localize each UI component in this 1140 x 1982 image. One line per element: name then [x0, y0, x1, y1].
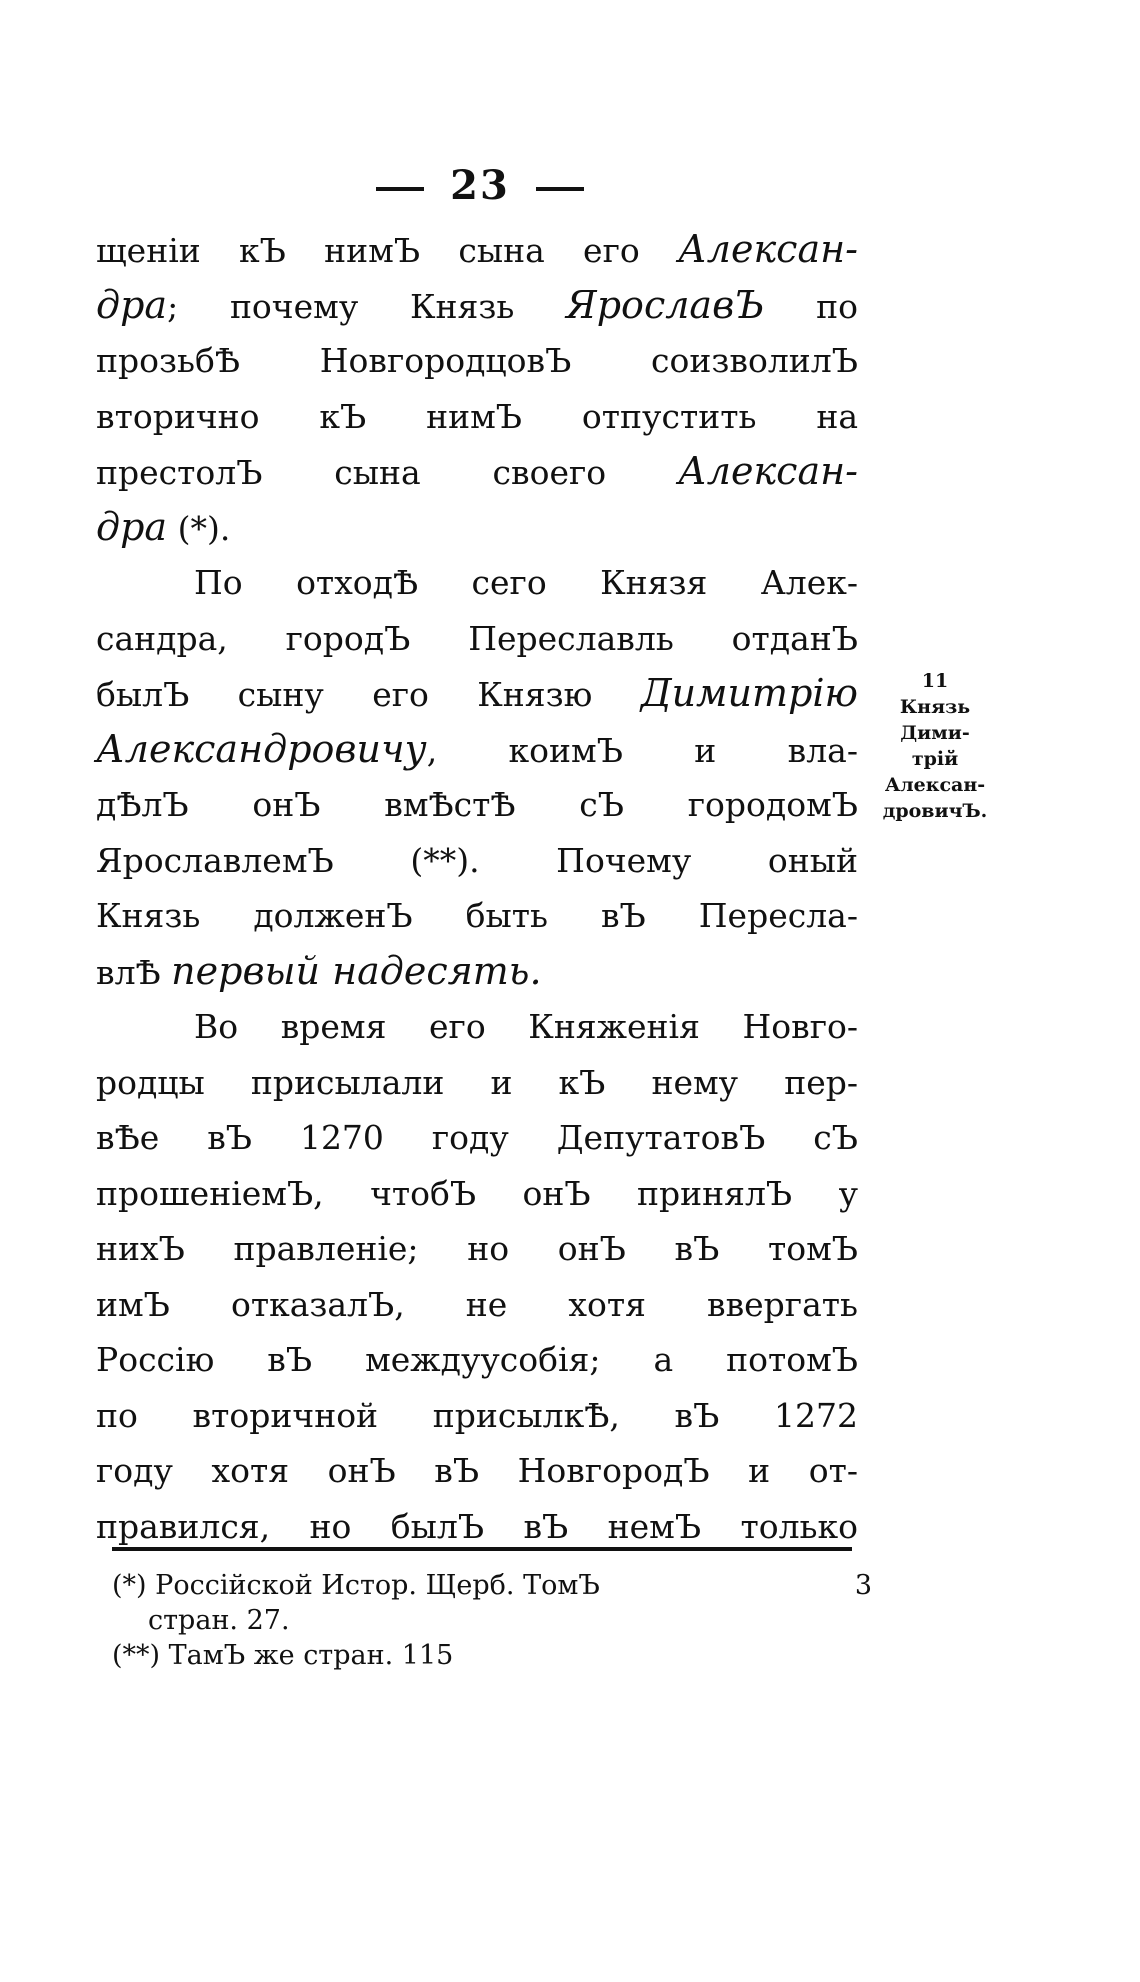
text-line: ЯрославлемЪ (**). Почему оный: [96, 840, 858, 880]
margin-note-line: Дими-: [900, 722, 970, 744]
text-line: Александровичу, коимЪ и вла-: [96, 726, 858, 771]
text-line: дра (*).: [96, 504, 231, 549]
text-line: престолЪ сына своего Алексан-: [96, 449, 858, 493]
margin-note-line: 11 Князь: [862, 668, 1008, 720]
footnote-1: (*) Россiйской Истор. Щерб. ТомЪ 3: [112, 1570, 872, 1601]
text-line: По отходѢ сего Князя Алек-: [194, 563, 858, 602]
text-line: Россiю вЪ междуусобiя; а потомЪ: [96, 1340, 858, 1379]
header-dash-right: [536, 187, 584, 191]
footnote-divider: [112, 1547, 852, 1551]
text-line: прозьбѢ НовгородцовЪ соизволилЪ: [96, 341, 858, 380]
margin-note-number: 11: [921, 670, 949, 692]
page-number: 23: [450, 162, 510, 209]
text-line: сандра, городЪ Переславль отданЪ: [96, 618, 858, 658]
text-line: дѢлЪ онЪ вмѢстѢ сЪ городомЪ: [96, 785, 858, 824]
text-line: правился, но былЪ вЪ немЪ только: [96, 1506, 858, 1546]
margin-note-line: трiй: [911, 748, 959, 770]
main-text: [96, 222, 858, 1554]
margin-note-line: Алексан-: [884, 774, 986, 796]
text-line: родцы присылали и кЪ нему пер-: [96, 1062, 858, 1102]
text-line: Князь долженЪ быть вЪ Пересла-: [96, 896, 858, 935]
text-line: вторично кЪ нимЪ отпустить на: [96, 396, 858, 436]
text-line: нихЪ правленiе; но онЪ вЪ томЪ: [96, 1229, 858, 1268]
footnote-1-continuation: стран. 27.: [148, 1605, 290, 1636]
text-line: имЪ отказалЪ, не хотя ввергать: [96, 1284, 858, 1324]
footnotes: [112, 1568, 872, 1673]
text-line: вѢе вЪ 1270 году ДепутатовЪ сЪ: [96, 1118, 858, 1157]
text-line: щенiи кЪ нимЪ сына его Алексан-: [96, 227, 858, 271]
text-line: дра; почему Князь ЯрославЪ по: [96, 282, 858, 327]
text-line: году хотя онЪ вЪ НовгородЪ и от-: [96, 1451, 858, 1490]
text-line: прошенiемЪ, чтобЪ онЪ принялЪ у: [96, 1173, 858, 1213]
text-line: Во время его Княженiя Новго-: [194, 1007, 858, 1046]
text-line: по вторичной присылкѢ, вЪ 1272: [96, 1395, 858, 1435]
page-header: [330, 162, 630, 209]
margin-note-line: дровичЪ.: [882, 800, 988, 822]
text-line: былЪ сыну его Князю Димитрiю: [96, 671, 858, 715]
footnote-2: (**) ТамЪ же стран. 115: [112, 1640, 454, 1671]
header-dash-left: [376, 187, 424, 191]
text-line: влѢ первый надесять.: [96, 948, 542, 993]
footnote-1-volume: 3: [854, 1570, 872, 1601]
margin-note: [862, 668, 1008, 824]
